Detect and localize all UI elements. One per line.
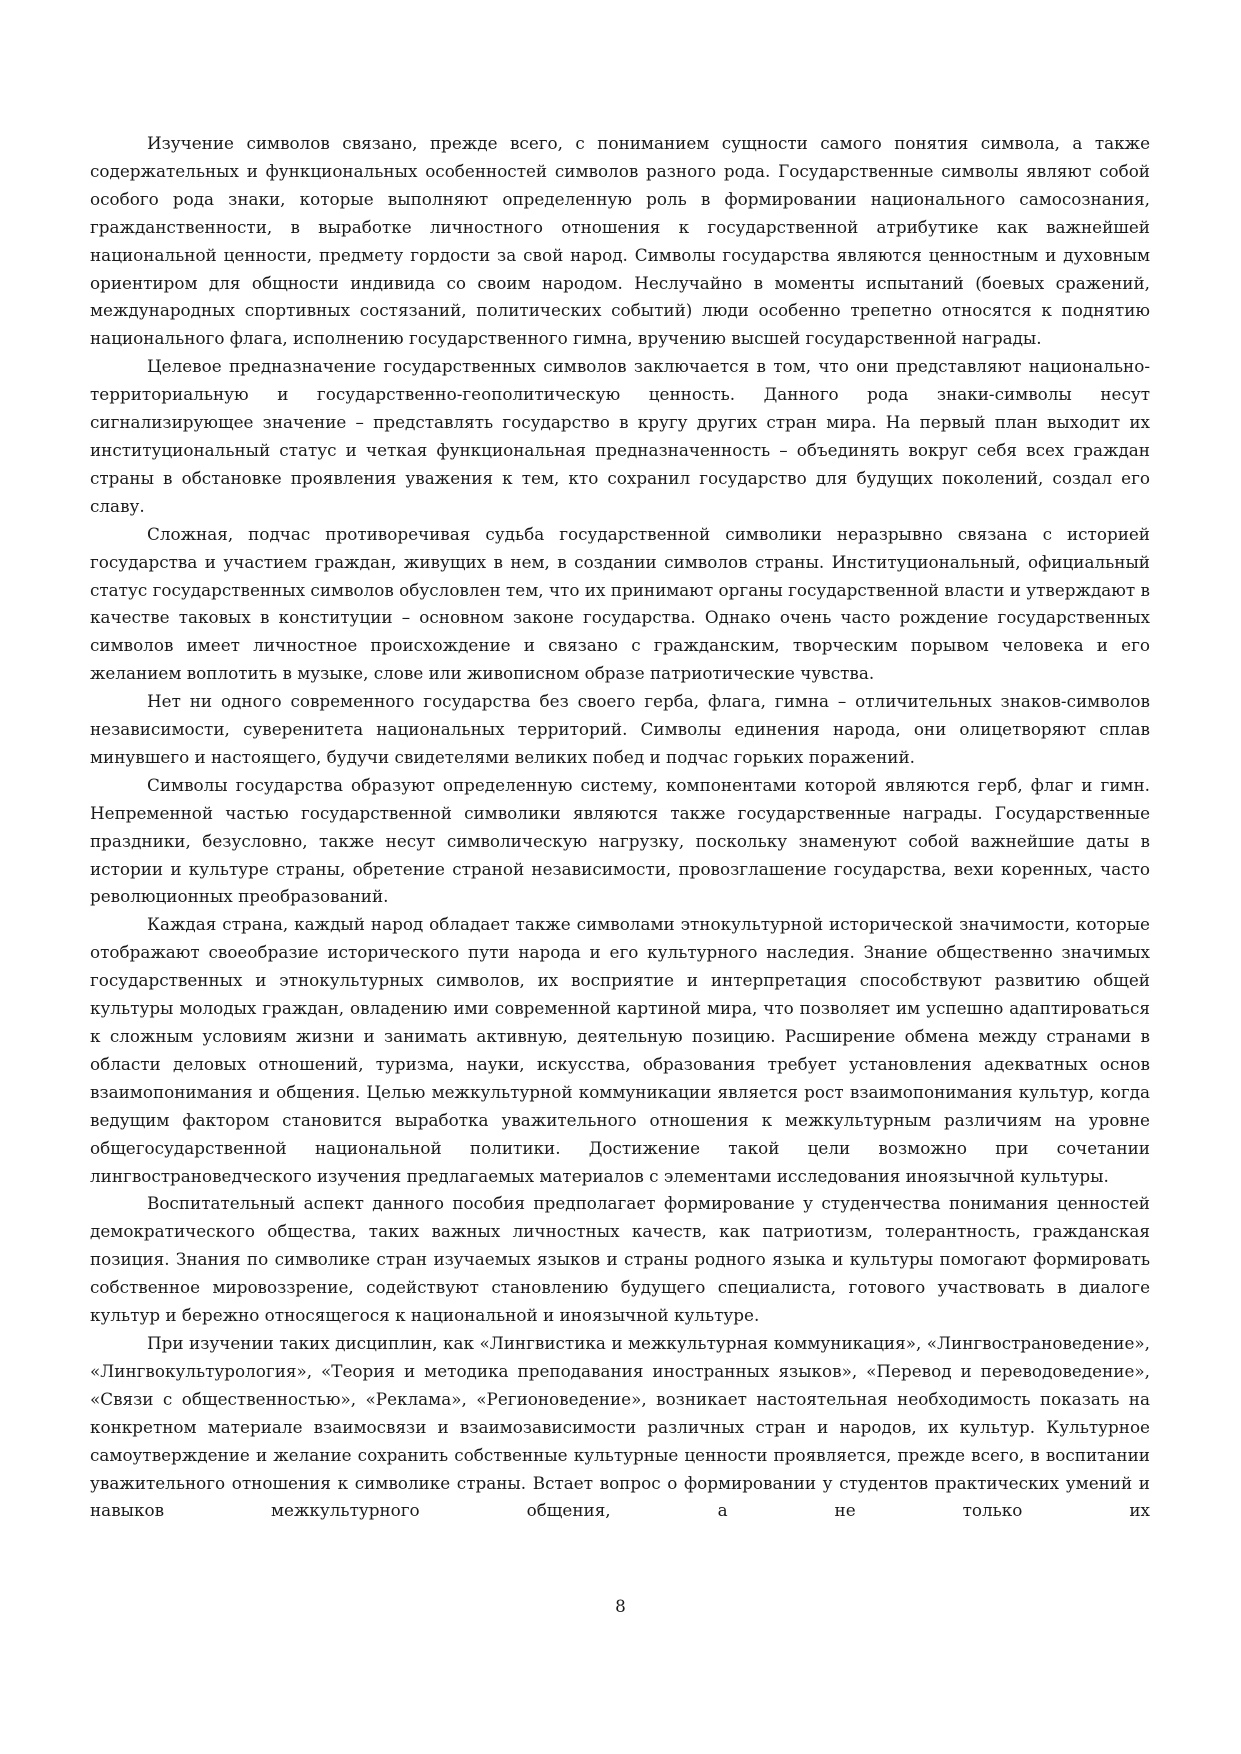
paragraph: Воспитательный аспект данного пособия предполагает формирование у студенчества понимания ценностей демократического общества, таких важных личностных качеств, как патриотизм, толерантность, гражданская позиция. Знания по символике стран изучаемых языков и страны родного языка и культуры помогают формировать собственное мировоззрение, содействуют становлению будущего специалиста, готового участвовать в диалоге культур и бережно относящегося к национальной и иноязычной культуре. <box>90 1193 1150 1326</box>
document-body <box>90 130 1150 1525</box>
page-number: 8 <box>615 1596 626 1616</box>
paragraph: Символы государства образуют определенную систему, компонентами которой являются герб, флаг и гимн. Непременной частью государственной символики являются также государственные награды. Государственные праздники, безусловно, также несут символическую нагрузку, поскольку знаменуют собой важнейшие даты в истории и культуре страны, обретение страной независимости, провозглашение государства, вехи коренных, часто революционных преобразований. <box>90 774 1150 907</box>
paragraph: Изучение символов связано, прежде всего, с пониманием сущности самого понятия символа, а также содержательных и функциональных особенностей символов разного рода. Государственные символы являют собой особого рода знаки, которые выполняют определенную роль в формировании национального самосознания, гражданственности, в выработке личностного отношения к государственной атрибутике как важнейшей национальной ценности, предмету гордости за свой народ. Символы государства являются ценностным и духовным ориентиром для общности индивида со своим народом. Неслучайно в моменты испытаний (боевых сражений, международных спортивных состязаний, политических событий) люди особенно трепетно относятся к поднятию национального флага, исполнению государственного гимна, вручению высшей государственной награды. <box>90 133 1150 349</box>
paragraph: Каждая страна, каждый народ обладает также символами этнокультурной исторической значимости, которые отображают своеобразие исторического пути народа и его культурного наследия. Знание общественно значимых государственных и этнокультурных символов, их восприятие и интерпретация способствуют развитию общей культуры молодых граждан, овладению ими современной картиной мира, что позволяет им успешно адаптироваться к сложным условиям жизни и занимать активную, деятельную позицию. Расширение обмена между странами в области деловых отношений, туризма, науки, искусства, образования требует установления адекватных основ взаимопонимания и общения. Целью межкультурной коммуникации является рост взаимопонимания культур, когда ведущим фактором становится выработка уважительного отношения к межкультурным различиям на уровне общегосударственной национальной политики. Достижение такой цели возможно при сочетании лингвострановедческого изучения предлагаемых материалов с элементами исследования иноязычной культуры. <box>90 914 1150 1186</box>
paragraph: Сложная, подчас противоречивая судьба государственной символики неразрывно связана с историей государства и участием граждан, живущих в нем, в создании символов страны. Институциональный, официальный статус государственных символов обусловлен тем, что их принимают органы государственной власти и утверждают в качестве таковых в конституции – основном законе государства. Однако очень часто рождение государственных символов имеет личностное происхождение и связано с гражданским, творческим порывом человека и его желанием воплотить в музыке, слове или живописном образе патриотические чувства. <box>90 523 1150 684</box>
paragraph: Целевое предназначение государственных символов заключается в том, что они представляют национально-территориальную и государственно-геополитическую ценность. Данного рода знаки-символы несут сигнализирующее значение – представлять государство в кругу других стран мира. На первый план выходит их институциональный статус и четкая функциональная предназначенность – объединять вокруг себя всех граждан страны в обстановке проявления уважения к тем, кто сохранил государство для будущих поколений, создал его славу. <box>90 356 1150 516</box>
paragraph-last: При изучении таких дисциплин, как «Лингвистика и межкультурная коммуникация», «Лингвострановедение», «Лингвокультурология», «Теория и методика преподавания иностранных языков», «Перевод и переводоведение», «Связи с общественностью», «Реклама», «Регионоведение», возникает настоятельная необходимость показать на конкретном материале взаимосвязи и взаимозависимости различных стран и народов, их культур. Культурное самоутверждение и желание сохранить собственные культурные ценности проявляется, прежде всего, в воспитании уважительного отношения к символике страны. Встает вопрос о формировании у студентов практических умений и навыков межкультурного общения, а не только их <box>90 1332 1150 1521</box>
paragraph: Нет ни одного современного государства без своего герба, флага, гимна – отличительных знаков-символов независимости, суверенитета национальных территорий. Символы единения народа, они олицетворяют сплав минувшего и настоящего, будучи свидетелями великих побед и подчас горьких поражений. <box>90 691 1150 767</box>
